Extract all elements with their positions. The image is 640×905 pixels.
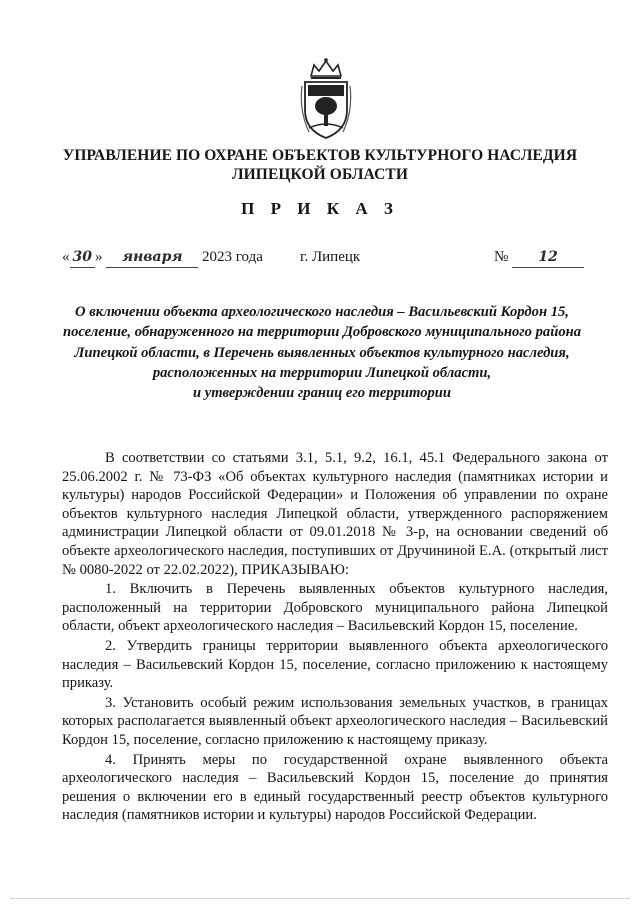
order-item-4: 4. Принять меры по государственной охране выявленного объекта археологического наследия – Васильевский Кордон 15, поселение до принятия решения о включении его в единый государственный реестр объектов культурного наследия (памятников истории и культуры) народов Российской Федерации. xyxy=(62,751,608,824)
order-subject xyxy=(52,302,592,403)
subject-line: и утверждении границ его территории xyxy=(192,385,452,402)
agency-heading xyxy=(40,146,600,184)
order-number xyxy=(494,247,584,268)
page-bottom-edge xyxy=(10,898,630,899)
number-value: 12 xyxy=(512,247,584,268)
agency-line-1: УПРАВЛЕНИЕ ПО ОХРАНЕ ОБЪЕКТОВ КУЛЬТУРНОГО НАСЛЕДИЯ xyxy=(62,147,578,164)
date-year: 2023 года xyxy=(201,249,263,265)
order-item-3: 3. Установить особый режим использования земельных участков, в границах которых располагается выявленный объект археологического наследия – Васильевский Кордон 15, поселение, согласно приложению к настоящему приказу. xyxy=(62,694,608,748)
agency-line-2: ЛИПЕЦКОЙ ОБЛАСТИ xyxy=(232,166,408,183)
date-quote-open: « xyxy=(62,249,70,265)
city: г. Липецк xyxy=(300,249,361,265)
date-quote-close: » xyxy=(94,249,103,265)
coat-of-arms-icon xyxy=(299,56,353,144)
date-month: января xyxy=(106,247,198,268)
order-item-2: 2. Утвердить границы территории выявленного объекта археологического наследия – Васильевский Кордон 15, поселение, согласно приложению к настоящему приказу. xyxy=(62,637,608,692)
subject-line: Липецкой области, в Перечень выявленных объектов культурного наследия, xyxy=(74,344,570,361)
subject-line: поселение, обнаруженного на территории Добровского муниципального района xyxy=(62,324,582,341)
document-type-title: П Р И К А З xyxy=(241,199,399,218)
subject-line: О включении объекта археологического наследия – Васильевский Кордон 15, xyxy=(75,304,569,320)
number-label: № xyxy=(494,249,509,265)
date-day: 30 xyxy=(70,247,95,268)
order-body xyxy=(62,449,608,825)
preamble-paragraph: В соответствии со статьями 3.1, 5.1, 9.2, 16.1, 45.1 Федерального закона от 25.06.2002 г. № 73-ФЗ «Об объектах культурного наследия (памятниках истории и культуры) народов Российской Федерации» и Положения об управлении по охране объектов культурного наследия Липецкой области, утвержденного распоряжением администрации Липецкой области от 09.01.2018 № 3-р, на основании сведений об объекте археологического наследия, поступивших от Дручининой Е.А. (открытый лист № 0080-2022 от 22.02.2022), ПРИКАЗЫВАЮ: xyxy=(62,450,608,578)
order-item-1: 1. Включить в Перечень выявленных объектов культурного наследия, расположенный на территории Добровского муниципального района Липецкой области, объект археологического наследия – Васильевский Кордон 15, поселение. xyxy=(62,581,608,635)
subject-line: расположенных на территории Липецкой области, xyxy=(152,364,492,381)
order-date xyxy=(62,247,263,268)
